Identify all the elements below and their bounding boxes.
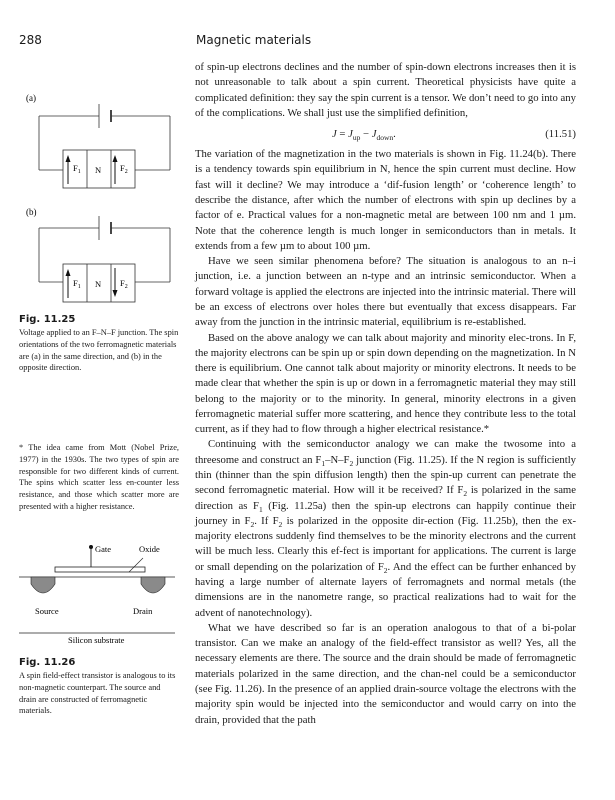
spin-arrow-f2-up-head: [113, 155, 118, 162]
equation-number: (11.51): [545, 128, 576, 141]
running-head: Magnetic materials: [196, 33, 312, 47]
drain-region: [141, 577, 165, 593]
figure-11-25: [15, 78, 180, 308]
label-gate: Gate: [95, 544, 112, 554]
spin-arrow-f2-down-head: [113, 290, 118, 297]
paragraph-1: of spin-up electrons declines and the number of spin-down electrons increases then it is not unreasonable to talk about a spin current. Theoretical physicists have quite a complicated definition: they say the spin current is a tensor. We don’t need to go into any of the complications. We shall just use the simplified definition,: [195, 61, 576, 119]
main-text-column: [195, 60, 576, 728]
panel-b-circuit: [26, 207, 170, 302]
panel-a-label: (a): [26, 93, 36, 103]
paragraph-5: Continuing with the semiconductor analogy we can make the twosome into a threesome and construct an $F_1-N-F_2$ junction (Fig. 11.25). If the N region is sufficiently thin (thinner than the spin diffusion length) then the spin-up current can penetrate the second ferromagnetic material. How will it be received? If $F_2$ is polarized in the same direction as $F_1$ (Fig. 11.25a) then the spin-up electrons can happily continue their journey in $F_2$. If $F_2$ is polarized in the opposite dir-ection (Fig. 11.25b), then the ex-majority electrons suddenly find themselves to be the minority electrons and the current will be much less. Clearly this ef-fect is important for applications. The current is large or small depending on the polarization of $F_2$. And the effect can be further enhanced by having a large number of alternate layers of ferromagnets and normal metals (the dimensions are in the nanometre range, so practical realizations had to wait for the advent of nanotechnology).: [195, 438, 577, 619]
fig-11-25-caption-text: Voltage applied to an F–N–F junction. The spin orientations of the two ferromagnetic materials are (a) in the same direction, and (b) in the opposite direction.: [19, 328, 179, 373]
panel-a-circuit: [26, 93, 170, 188]
page-header: [19, 33, 594, 49]
source-region: [31, 577, 55, 593]
fig-11-26-caption-label: Fig. 11.26: [19, 657, 76, 668]
fig-11-25-caption-label: Fig. 11.25: [19, 314, 76, 325]
label-source: Source: [35, 606, 59, 616]
footnote: * The idea came from Mott (Nobel Prize, 1977) in the 1930s. The two types of spin are responsible for two different kinds of current. The spins which scatter less en-counter less resistance, and those which scatter more are presented with a higher resistance.: [19, 443, 179, 511]
spin-arrow-f1-up-head: [66, 155, 71, 162]
label-f2-a: $F_2$: [120, 163, 128, 175]
equation-body: $J = J_{up} - J_{down}$.: [332, 128, 396, 143]
paragraph-2: The variation of the magnetization in the two materials is shown in Fig. 11.24(b). There is a tendency towards spin equilibrium in N, hence the spin current must decline. How fast will it decline? We may introduce a ‘dif-fusion length’ or ‘coherence length’ to describe the distance, after which the number of electrons with spin up declines by a factor of e. Practical values for a non-magnetic metal are between 100 nm and 1 µm. Note that the coherence length is much longer in semiconductors than in metals. It extends from a few µm to about 100 µm.: [195, 148, 576, 252]
label-n-b: N: [95, 279, 102, 289]
equation-11-51: [195, 121, 576, 147]
label-f2-b: $F_2$: [120, 278, 128, 290]
label-oxide: Oxide: [139, 544, 160, 554]
spin-arrow-f1-up-b-head: [66, 269, 71, 276]
label-f1-b: $F_1$: [73, 278, 81, 290]
paragraph-4: Based on the above analogy we can talk about majority and minority elec-trons. In F, the majority electrons can be spin up or spin down depending on the magnetization. In N there is equilibrium. One cannot talk about majority or minority electrons. It needs to be made clear that whether the spin is up or down in a ferromagnetic material they may still belong to the majority or to the minority. In general, minority electrons in a given ferromagnetic material suffer more scattering, and hence they contribute less to the total current, as if they had to flow through a higher electrical resistance.*: [195, 331, 576, 436]
fig-11-26-caption-text: A spin field-effect transistor is analogous to its non-magnetic counterpart. The source and drain are constructed of ferromagnetic materials.: [19, 671, 176, 716]
page-number: 288: [19, 33, 42, 47]
paragraph-6: What we have described so far is an operation analogous to that of a bi-polar transistor. Can we make an analogy of the field-effect transistor as well? Yes, all the necessary elements are there. The source and the drain should be made of ferromagnetic materials polarized in the same direction, and the chan-nel could be a semiconductor (see Fig. 11.26). In the presence of an applied drain-source voltage the electrons with the majority spin would be injected into the semiconductor and would carry on into the drain, provided that the path: [195, 621, 576, 726]
figure-11-26: [15, 530, 180, 650]
panel-b-label: (b): [26, 207, 37, 217]
label-substrate: Silicon substrate: [68, 635, 125, 645]
paragraph-3: Have we seen similar phenomena before? The situation is analogous to an n–i junction, i.e. a junction between an n-type and an intrinsic semiconductor. When a forward voltage is applied the electrons are injected into the intrinsic material. There will be an excess of electrons over holes there but eventually that excess disappears. Far away from the junction in the intrinsic material, equilibrium is re-established.: [195, 255, 576, 329]
label-drain: Drain: [133, 606, 153, 616]
label-n-a: N: [95, 165, 102, 175]
label-f1-a: $F_1$: [73, 163, 81, 175]
gate-terminal: [89, 545, 93, 549]
